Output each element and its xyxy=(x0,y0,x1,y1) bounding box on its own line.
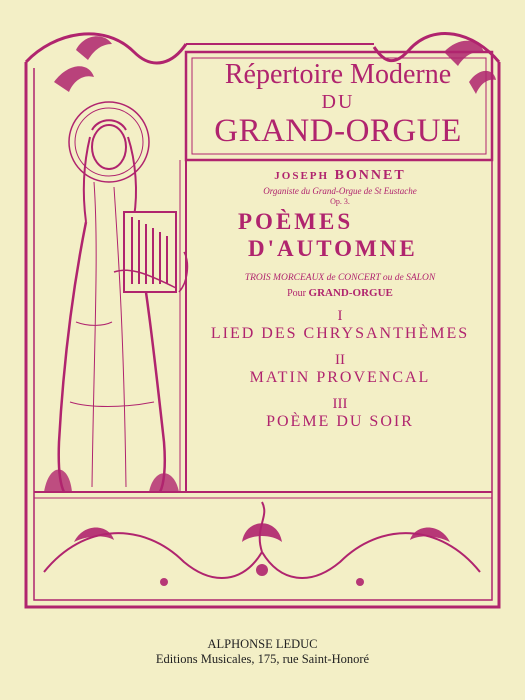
publisher-imprint xyxy=(0,637,525,667)
work-title-line1: POÈMES xyxy=(238,209,354,234)
piece-title: MATIN PROVENCAL xyxy=(249,369,431,386)
series-title-line2: DU xyxy=(321,91,355,113)
piece-title: LIED DES CHRYSANTHÈMES xyxy=(210,325,470,342)
series-title-line1: Répertoire Moderne xyxy=(224,59,452,90)
piece-title: POÈME DU SOIR xyxy=(266,413,414,430)
work-title-line2: D'AUTOMNE xyxy=(248,236,418,261)
series-title-line3: GRAND-ORGUE xyxy=(214,113,462,149)
composer-name xyxy=(190,168,490,184)
composer-role: Organiste du Grand-Orgue de St Eustache xyxy=(263,186,417,196)
piece-number: II xyxy=(335,352,345,368)
publisher-address: Editions Musicales, 175, rue Saint-Honoré xyxy=(155,652,370,666)
instrument-prefix: Pour xyxy=(287,288,307,299)
composer-last-name: BONNET xyxy=(334,168,406,183)
instrumentation xyxy=(190,287,490,299)
instrument-name: GRAND-ORGUE xyxy=(308,287,393,299)
publisher-name: ALPHONSE LEDUC xyxy=(207,637,318,651)
composer-first-name: JOSEPH xyxy=(274,170,330,182)
opus-number: Op. 3. xyxy=(330,197,350,206)
piece-number: I xyxy=(337,308,343,324)
work-subtitle: TROIS MORCEAUX de CONCERT ou de SALON xyxy=(244,273,436,283)
series-title-box xyxy=(188,55,488,155)
work-details xyxy=(190,168,490,431)
piece-number: III xyxy=(332,396,348,412)
piece-list xyxy=(190,308,490,431)
